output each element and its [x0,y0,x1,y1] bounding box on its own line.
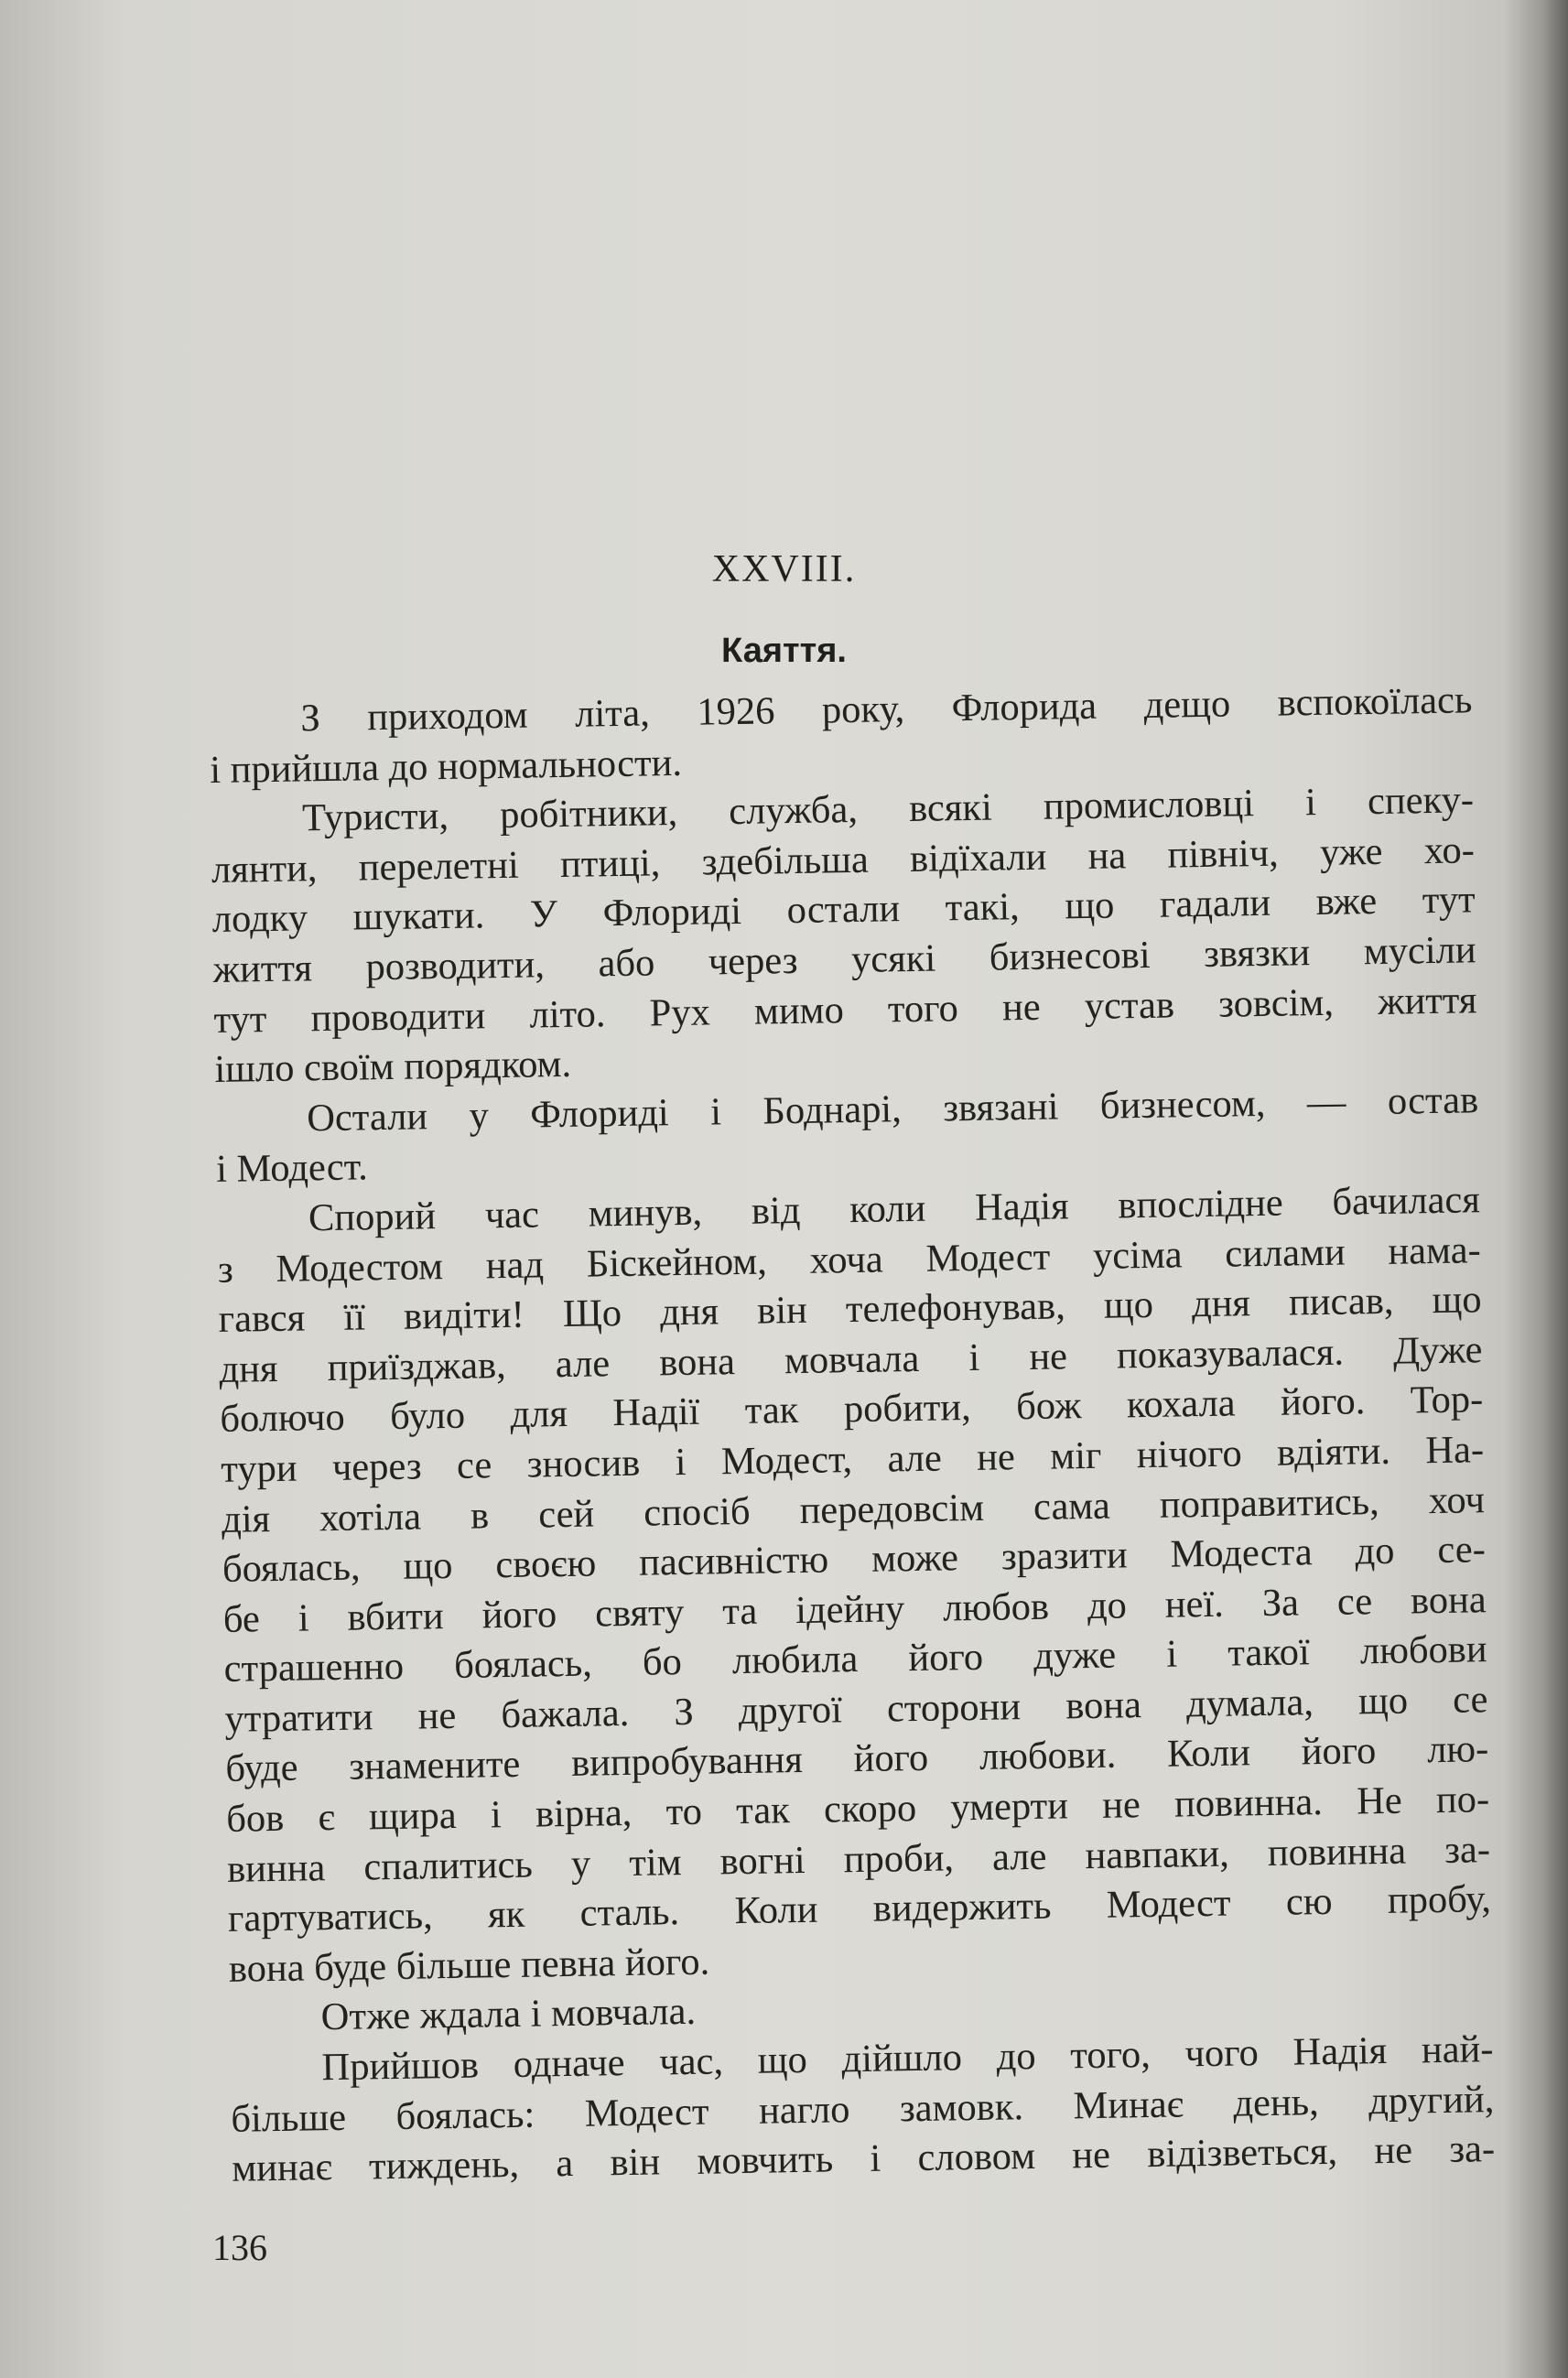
text-line: тури через се зносив і Модест, але не міг нічого вдіяти. На- [220,1428,1485,1491]
text-line: болючо було для Надії так робити, бож кохала його. Тор- [220,1378,1484,1442]
text-line: Остали у Флориді і Боднарі, звязані бизнесом, — остав [306,1078,1479,1140]
text-line: Прийшов одначе час, що дійшло до того, чого Надія най- [321,2027,1494,2090]
text-line: З приходом літа, 1926 року, Флорида дещо вспокоїлась [300,678,1473,740]
text-line: Спорий час минув, від коли Надія впослідне бачилася [308,1178,1481,1240]
text-line: Туристи, робітники, служба, всякі промисловці і спеку- [301,778,1475,840]
text-line: страшенно боялась, бо любила його дуже і такої любови [223,1627,1487,1692]
text-line: бов є щира і вірна, то так скоро умерти не повинна. Не по- [225,1778,1490,1841]
text-line: Отже ждала і мовчала. [320,1990,697,2039]
page-edge-shadow [1504,0,1568,2378]
paragraph [217,1175,1493,1994]
text-line: винна спалитись у тім вогні проби, але навпаки, повинна за- [226,1827,1491,1891]
text-line: лодку шукати. У Флориді остали такі, що гадали вже тут [211,878,1476,942]
text-line: дія хотіла в сей спосіб передовсім сама поправитись, хоч [221,1477,1486,1541]
text-line: і прийшла до нормальности. [209,740,683,792]
text-line: ішло своїм порядком. [214,1042,572,1092]
text-line: тут проводити літо. Рух мимо того не устав зовсім, життя [213,978,1477,1042]
text-line: гався її видіти! Що дня він телефонував, що дня писав, що [218,1278,1482,1342]
text-line: минає тиждень, а він мовчить і словом не відізветься, не за- [231,2127,1496,2191]
text-line: і Модест. [215,1145,369,1192]
chapter-title: Каяття. [721,632,847,670]
text-line: боялась, що своєю пасивністю може зразити Модеста до се- [222,1528,1487,1591]
paragraph [230,2025,1495,2194]
paragraph [209,676,1474,795]
paragraph [211,775,1478,1095]
text-line: більше боялась: Модест нагло замовк. Минає день, другий, [231,2077,1495,2141]
text-line: утратити не бажала. З другої сторони вона думала, що се [224,1678,1488,1741]
text-line: вона буде більше певна його. [228,1940,710,1991]
chapter-number: XXVIII. [711,548,857,590]
paragraph [215,1076,1480,1195]
text-line: з Модестом над Біскейном, хоча Модест усіма силами нама- [217,1227,1482,1292]
body-text [209,676,1496,2194]
text-line: буде знамените випробування його любови. Коли його лю- [225,1727,1489,1791]
text-line: лянти, перелетні птиці, здебільша відїхали на північ, уже хо- [211,828,1476,892]
text-line: гартуватись, як сталь. Коли видержить Модест сю пробу, [227,1877,1492,1941]
text-line: життя розводити, або через усякі бизнесові звязки мусіли [212,928,1476,991]
page-number: 136 [212,2227,267,2268]
text-line: бе і вбити його святу та ідейну любов до неї. За се вона [222,1577,1487,1641]
text-line: дня приїзджав, але вона мовчала і не показувалася. Дуже [219,1327,1483,1391]
